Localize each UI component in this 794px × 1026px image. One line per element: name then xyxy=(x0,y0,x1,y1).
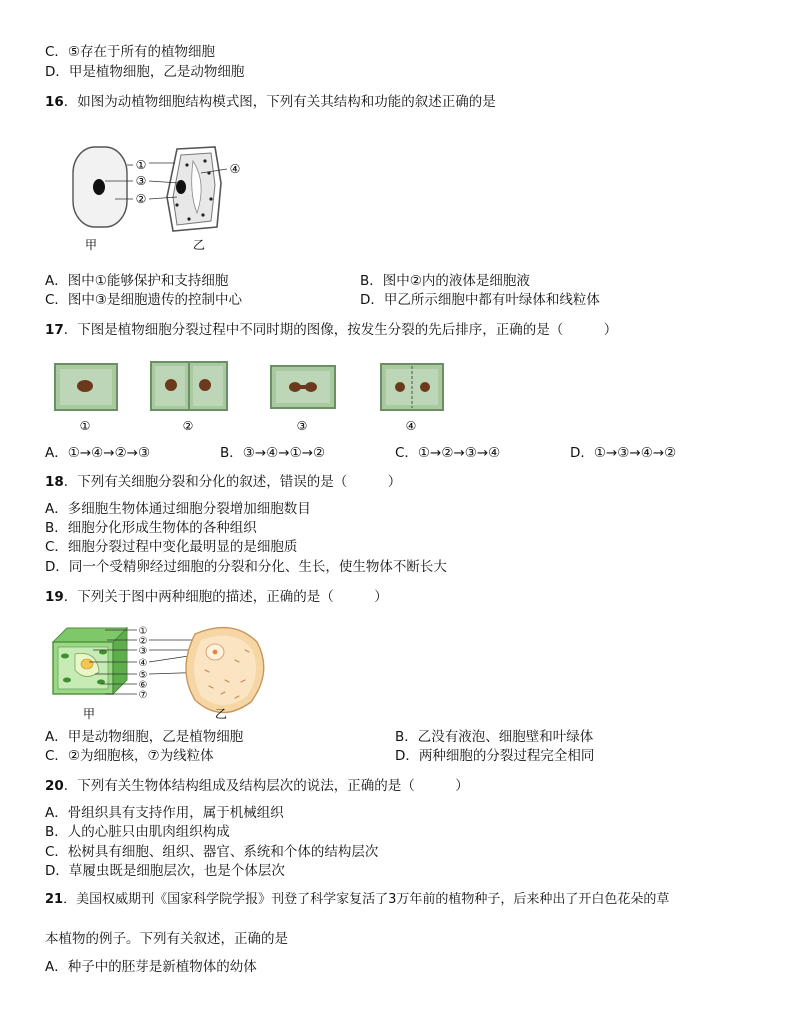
marker-4: ④ xyxy=(229,162,241,176)
q20-option-d: D．草履虫既是细胞层次，也是个体层次 xyxy=(45,863,285,879)
q21-option-a: A．种子中的胚芽是新植物体的幼体 xyxy=(45,959,257,975)
q20-option-c: C．松树具有细胞、组织、器官、系统和个体的结构层次 xyxy=(45,844,379,860)
division-stage-4 xyxy=(381,364,443,410)
marker-5: ⑤ xyxy=(138,670,148,681)
question-number: 20 xyxy=(45,778,64,794)
q16-option-b: B．图中②内的液体是细胞液 xyxy=(360,273,530,289)
q16-option-d: D．甲乙所示细胞中都有叶绿体和线粒体 xyxy=(360,292,600,308)
question-20-stem xyxy=(45,777,469,795)
q19-option-b: B．乙没有液泡、细胞壁和叶绿体 xyxy=(395,729,594,745)
q19-option-a: A．甲是动物细胞，乙是植物细胞 xyxy=(45,729,244,745)
question-number: 16 xyxy=(45,94,64,110)
marker-3: ③ xyxy=(138,646,148,657)
marker-6: ⑥ xyxy=(138,680,148,691)
question-number: 18 xyxy=(45,474,64,490)
stage-label-1: ① xyxy=(79,419,91,433)
marker-2: ② xyxy=(135,192,147,206)
caption-jia: 甲 xyxy=(84,238,98,252)
stage-label-3: ③ xyxy=(296,419,308,433)
question-text: ．如图为动植物细胞结构模式图，下列有关其结构和功能的叙述正确的是 xyxy=(63,94,496,110)
q20-option-a: A．骨组织具有支持作用，属于机械组织 xyxy=(45,805,284,821)
question-19-stem xyxy=(45,588,388,606)
q19-option-d: D．两种细胞的分裂过程完全相同 xyxy=(395,748,595,764)
q18-option-d: D．同一个受精卵经过细胞的分裂和分化、生长，使生物体不断长大 xyxy=(45,559,447,575)
option-d: D．甲是植物细胞，乙是动物细胞 xyxy=(45,64,245,80)
q19-option-c: C．②为细胞核，⑦为线粒体 xyxy=(45,748,214,764)
q18-option-c: C．细胞分裂过程中变化最明显的是细胞质 xyxy=(45,539,298,555)
q20-option-b: B．人的心脏只由肌肉组织构成 xyxy=(45,824,230,840)
question-number: 21 xyxy=(45,892,64,907)
q17-division-figure xyxy=(45,358,465,434)
q18-option-b: B．细胞分化形成生物体的各种组织 xyxy=(45,520,257,536)
q17-option-a: A．①→④→②→③ xyxy=(45,445,151,461)
question-text: ．下图是植物细胞分裂过程中不同时期的图像，按发生分裂的先后排序，正确的是（ ） xyxy=(63,322,618,338)
q19-cell-figure xyxy=(45,620,275,724)
question-17-stem xyxy=(45,321,617,339)
question-text: ．下列有关细胞分裂和分化的叙述，错误的是（ ） xyxy=(63,474,402,490)
division-stage-3 xyxy=(271,366,335,408)
question-text: ．美国权威期刊《国家科学院学报》刊登了科学家复活了3万年前的植物种子，后来种出了开白色花朵的草 xyxy=(63,892,670,907)
marker-2: ② xyxy=(138,636,148,647)
animal-cell xyxy=(73,147,127,227)
marker-1: ① xyxy=(138,626,148,637)
q17-option-b: B．③→④→①→② xyxy=(220,445,326,461)
question-text: ．下列有关生物体结构组成及结构层次的说法，正确的是（ ） xyxy=(63,778,469,794)
q18-option-a: A．多细胞生物体通过细胞分裂增加细胞数目 xyxy=(45,501,311,517)
animal-cell xyxy=(186,628,264,713)
question-21-stem-continued: 本植物的例子。下列有关叙述，正确的是 xyxy=(45,931,288,947)
marker-3: ③ xyxy=(135,174,147,188)
caption-yi: 乙 xyxy=(214,707,228,721)
question-number: 19 xyxy=(45,589,64,605)
q16-option-c: C．图中③是细胞遗传的控制中心 xyxy=(45,292,243,308)
option-c: C．⑤存在于所有的植物细胞 xyxy=(45,44,216,60)
marker-7: ⑦ xyxy=(138,690,148,701)
division-stage-1 xyxy=(55,364,117,410)
stage-label-4: ④ xyxy=(405,419,417,433)
q17-option-d: D．①→③→④→② xyxy=(570,445,677,461)
question-18-stem xyxy=(45,473,401,491)
marker-1: ① xyxy=(135,158,147,172)
stage-label-2: ② xyxy=(182,419,194,433)
q17-option-c: C．①→②→③→④ xyxy=(395,445,501,461)
q16-option-a: A．图中①能够保护和支持细胞 xyxy=(45,273,229,289)
question-21-stem xyxy=(45,891,669,909)
division-stage-2 xyxy=(151,362,227,410)
caption-yi: 乙 xyxy=(192,238,206,252)
caption-jia: 甲 xyxy=(82,707,96,721)
question-text: ．下列关于图中两种细胞的描述，正确的是（ ） xyxy=(63,589,388,605)
q16-cell-figure xyxy=(65,143,255,255)
marker-4: ④ xyxy=(138,658,148,669)
plant-cell xyxy=(167,147,221,231)
question-16-stem xyxy=(45,93,496,111)
question-number: 17 xyxy=(45,322,64,338)
